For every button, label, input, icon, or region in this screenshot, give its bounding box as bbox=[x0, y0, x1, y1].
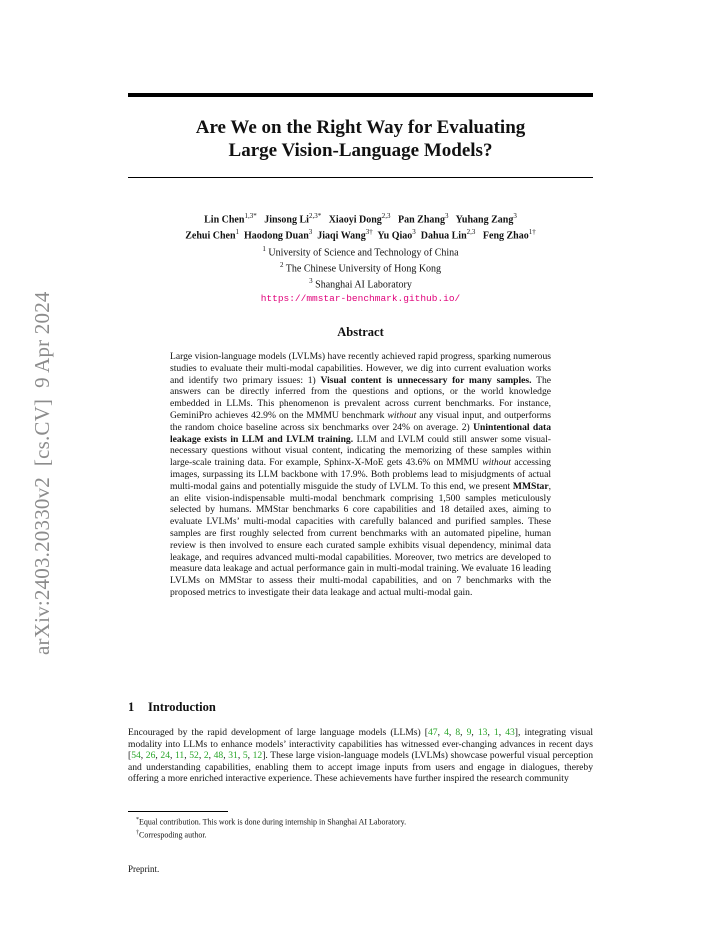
abstract-italic: without bbox=[387, 409, 417, 421]
citation-link[interactable]: 9 bbox=[466, 727, 472, 738]
author-name: Yuhang Zang bbox=[455, 214, 514, 226]
abstract-text: Large vision-language models (LVLMs) have recently achieved rapid progress, sparking numerous studies to evaluate their multi-modal capabilities. However, we dig into current evaluation works and identify two primary issues: 1) bbox=[170, 351, 551, 386]
title-rule bbox=[128, 177, 593, 178]
abstract-text: LLM and LVLM could still answer some visual-necessary questions without visual content, indicating the memorizing of these samples within large-scale training data. For example, Sphinx-X-MoE gets 43.6% on MMMU bbox=[170, 433, 551, 469]
author-name: Lin Chen bbox=[204, 214, 245, 226]
arxiv-identifier: arXiv:2403.20330v2 [cs.CV] 9 Apr 2024 bbox=[30, 291, 54, 655]
abstract-text: accessing images, surpassing its LLM backbone with 17.9%. Both problems lead to misjudgments of actual multi-modal gains and potentially misguide the study of LVLM. To this end, we present bbox=[170, 457, 551, 492]
project-url-link[interactable]: https://mmstar-benchmark.github.io/ bbox=[260, 292, 461, 304]
abstract-text: The answers can be directly inferred from the questions and options, or the world knowledge embedded in LLMs. This phenomenon is prevalent across current benchmarks. For instance, GeminiPro achieves 42.9% on the MMMU benchmark bbox=[170, 374, 552, 421]
author-affiliation-mark: 3† bbox=[365, 228, 373, 237]
author-name: Jiaqi Wang bbox=[317, 230, 366, 242]
author-affiliation-mark: 2,3* bbox=[308, 212, 322, 220]
intro-text: Encouraged by the rapid development of large language models (LLMs) [ bbox=[128, 727, 428, 738]
section-number: 1 bbox=[128, 700, 135, 714]
footnotes bbox=[136, 815, 406, 840]
footnote-text: Correspoding author. bbox=[139, 830, 207, 840]
abstract-text: , an elite vision-indispensable multi-modal benchmark comprising 1,500 samples meticulously selected by humans. MMStar benchmarks 6 core capabilities and 18 detailed axes, aiming to evaluate LVLMs’ multi-modal capacities with carefully balanced and purified samples. These samples are first roughly selected from current benchmarks with an automated pipeline, human review is then involved to ensure each curated sample exhibits visual dependency, minimal data leakage, and requires advanced multi-modal capabilities. Moreover, two metrics are developed to measure data leakage and actual performance gain in multi-modal training. We evaluate 16 leading LVLMs on MMStar to assess their multi-modal capabilities, and on 7 benchmarks with the proposed metrics to investigate their data leakage and actual multi-modal gain. bbox=[170, 480, 551, 598]
abstract-text: any visual input, and outperforms the random choice baseline across six benchmarks over 24% on average. 2) bbox=[170, 409, 551, 433]
affiliation bbox=[128, 259, 593, 275]
affiliation bbox=[128, 275, 593, 291]
top-rule bbox=[128, 93, 593, 97]
author-name: Jinsong Li bbox=[264, 214, 309, 226]
author-name: Yu Qiao bbox=[377, 230, 413, 242]
author-affiliation-mark: 3 bbox=[513, 212, 517, 220]
citation-link[interactable]: 26 bbox=[145, 750, 156, 762]
section-heading bbox=[128, 700, 216, 715]
footnote-rule bbox=[128, 811, 228, 812]
author-line-2 bbox=[128, 226, 593, 242]
citation-link[interactable]: 48 bbox=[213, 750, 224, 762]
citation-link[interactable]: 54 bbox=[131, 750, 141, 762]
author-name: Pan Zhang bbox=[398, 214, 445, 226]
citation-link[interactable]: 8 bbox=[455, 727, 461, 738]
affiliation-mark: 2 bbox=[279, 260, 284, 269]
author-name: Zehui Chen bbox=[185, 230, 236, 242]
citation-link[interactable]: 13 bbox=[477, 727, 488, 738]
author-name: Haodong Duan bbox=[244, 230, 309, 242]
author-name: Xiaoyi Dong bbox=[328, 214, 382, 226]
paper-title bbox=[128, 116, 593, 162]
introduction-paragraph: Encouraged by the rapid development of large language models (LLMs) [47, 4, 8, 9, 13, 1, 43], integrating visual modality into LLMs to enhance models’ interactivity capabilities has witnessed ever-changing advances in recent days [54, 26, 24, 11, 52, 2, 48, 31, 5, 12]. These large vision-language models (LVLMs) showcase powerful visual perception and understanding capabilities, enabling them to accept image inputs from users and engage in dialogues, thereby offering a more enriched interactive experience. These achievements have further inspired the research community bbox=[128, 727, 594, 785]
author-name: Dahua Lin bbox=[420, 230, 467, 242]
affiliation-mark: 1 bbox=[262, 244, 266, 253]
abstract-heading: Abstract bbox=[337, 325, 384, 339]
footnote bbox=[136, 815, 406, 828]
affiliation-name: Shanghai AI Laboratory bbox=[315, 279, 412, 291]
author-line-1 bbox=[128, 210, 593, 226]
intro-text: ], integrating visual modality into LLMs to enhance models’ interactivity capabilities has witnessed ever-changing advances in recent days [ bbox=[128, 727, 593, 762]
citation-link[interactable]: 52 bbox=[189, 750, 199, 762]
title-line-2: Large Vision-Language Models? bbox=[228, 140, 493, 161]
citation-link[interactable]: 11 bbox=[174, 750, 185, 762]
abstract-body bbox=[170, 351, 551, 599]
author-affiliation-mark: 1 bbox=[235, 228, 240, 237]
intro-text: ]. These large vision-language models (LVLMs) showcase powerful visual perception and understanding capabilities, enabling them to accept image inputs from users and engage in dialogues, thereby offering a more enriched interactive experience. These achievements have further inspired the research community bbox=[128, 750, 594, 785]
affiliation-mark: 3 bbox=[309, 277, 313, 286]
citation-link[interactable]: 2 bbox=[203, 750, 209, 762]
affiliation-name: University of Science and Technology of China bbox=[268, 246, 459, 258]
author-affiliation-mark: 3 bbox=[444, 212, 449, 220]
preprint-label: Preprint. bbox=[128, 864, 160, 874]
footnote-mark: * bbox=[136, 817, 139, 823]
abstract-emphasis: Unintentional data leakage exists in LLM and LVLM training. bbox=[170, 421, 551, 445]
footnote bbox=[136, 828, 406, 841]
section-title: Introduction bbox=[148, 700, 216, 714]
author-affiliation-mark: 2,3 bbox=[381, 212, 391, 220]
author-affiliation-mark: 1,3* bbox=[244, 212, 257, 220]
abstract-emphasis: MMStar bbox=[512, 480, 549, 492]
abstract-emphasis: Visual content is unnecessary for many samples. bbox=[320, 374, 532, 386]
author-affiliation-mark: 1† bbox=[528, 228, 536, 237]
citation-link[interactable]: 31 bbox=[228, 750, 238, 762]
citation-link[interactable]: 47 bbox=[428, 727, 438, 738]
citation-link[interactable]: 43 bbox=[505, 727, 515, 738]
affiliation bbox=[128, 243, 593, 259]
citation-link[interactable]: 24 bbox=[160, 750, 170, 762]
footnote-mark: † bbox=[136, 829, 139, 836]
author-affiliation-mark: 3 bbox=[308, 228, 313, 237]
citation-link[interactable]: 12 bbox=[252, 750, 263, 762]
citation-link[interactable]: 1 bbox=[493, 727, 499, 738]
author-block bbox=[128, 210, 593, 305]
author-affiliation-mark: 3 bbox=[412, 228, 416, 237]
citation-link[interactable]: 5 bbox=[242, 750, 248, 762]
author-name: Feng Zhao bbox=[482, 230, 529, 242]
abstract-italic: without bbox=[482, 457, 511, 469]
author-affiliation-mark: 2,3 bbox=[466, 228, 476, 237]
affiliation-name: The Chinese University of Hong Kong bbox=[285, 263, 442, 275]
footnote-text: Equal contribution. This work is done during internship in Shanghai AI Laboratory. bbox=[139, 817, 407, 827]
citation-link[interactable]: 4 bbox=[444, 727, 449, 738]
title-line-1: Are We on the Right Way for Evaluating bbox=[195, 117, 526, 138]
